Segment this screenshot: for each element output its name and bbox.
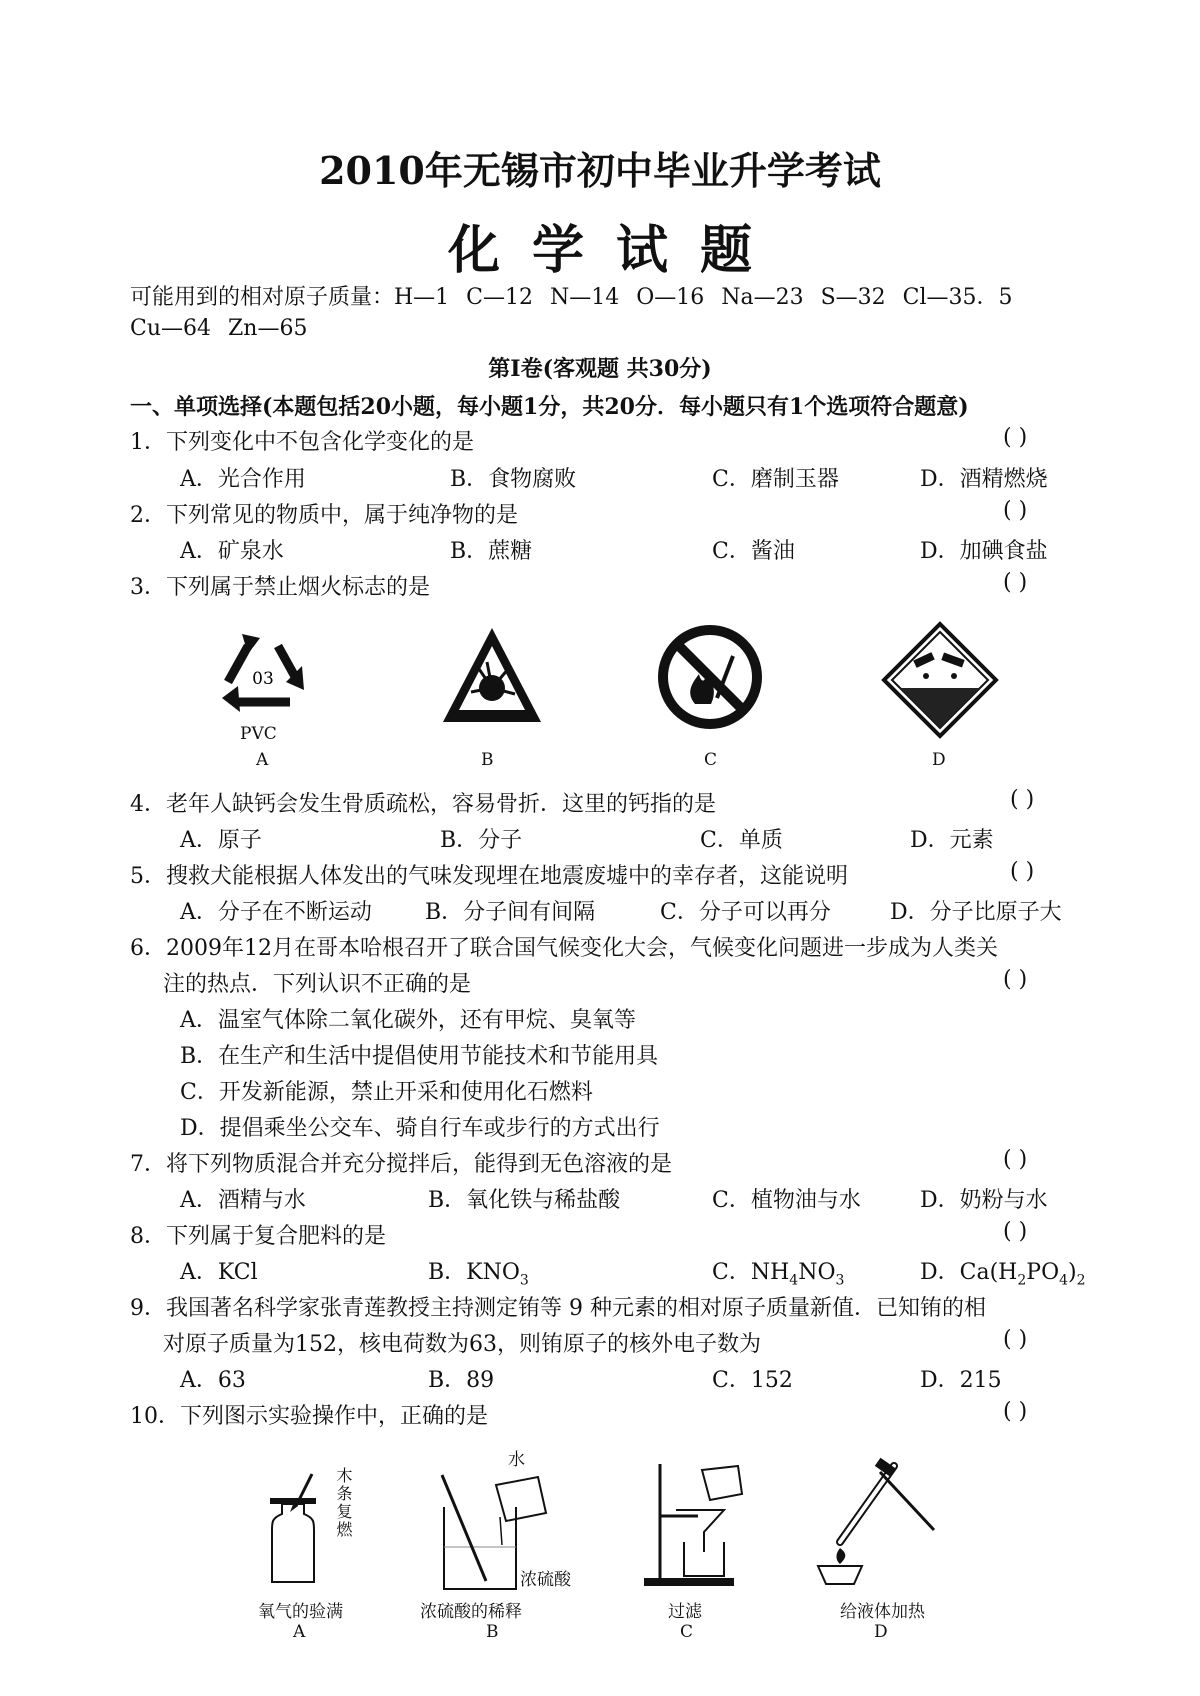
answer-paren-5: ( ) xyxy=(1010,859,1035,884)
question-6-cont: 注的热点．下列认识不正确的是 xyxy=(163,972,472,997)
q6-option-b: B．在生产和生活中提倡使用节能技术和节能用具 xyxy=(180,1044,659,1069)
q4-option-c: C．单质 xyxy=(700,828,783,853)
wood-annotation: 木条复燃 xyxy=(334,1467,353,1539)
question-8 xyxy=(130,1219,386,1250)
question-text: 下列属于禁止烟火标志的是 xyxy=(166,575,431,600)
answer-paren-3: ( ) xyxy=(1003,570,1028,595)
fig10-label-b: B xyxy=(486,1622,499,1642)
question-text: 将下列物质混合并充分搅拌后，能得到无色溶液的是 xyxy=(166,1152,673,1177)
heating-liquid-icon xyxy=(810,1452,950,1592)
fig3-label-d: D xyxy=(932,750,946,770)
question-9 xyxy=(130,1291,986,1322)
question-number: 8． xyxy=(130,1224,166,1249)
q7-option-b: B．氧化铁与稀盐酸 xyxy=(428,1188,621,1213)
q6-option-d: D．提倡乘坐公交车、骑自行车或步行的方式出行 xyxy=(180,1116,660,1141)
q8-option-d: D．$Ca(H_2PO_4)_2$ xyxy=(920,1260,1086,1289)
q5-option-d: D．分子比原子大 xyxy=(890,900,1062,925)
explosive-warning-icon xyxy=(437,622,547,732)
question-3 xyxy=(130,570,430,601)
subject-title: 化学试题 xyxy=(447,220,784,281)
answer-paren-8: ( ) xyxy=(1003,1219,1028,1244)
answer-paren-10: ( ) xyxy=(1003,1399,1028,1424)
question-text: 下列图示实验操作中，正确的是 xyxy=(180,1404,489,1429)
fig10-label-c: C xyxy=(680,1622,694,1642)
q6-option-c: C．开发新能源，禁止开采和使用化石燃料 xyxy=(180,1080,593,1105)
question-text: 下列属于复合肥料的是 xyxy=(166,1224,387,1249)
question-number: 3． xyxy=(130,575,166,600)
question-9-cont: 对原子质量为152，核电荷数为63，则铕原子的核外电子数为 xyxy=(163,1332,761,1357)
fig10-caption-a: 氧气的验满 xyxy=(258,1602,343,1622)
question-10 xyxy=(130,1399,488,1430)
q4-option-b: B．分子 xyxy=(440,828,523,853)
question-4 xyxy=(130,787,716,818)
q7-option-c: C．植物油与水 xyxy=(712,1188,861,1213)
answer-paren-2: ( ) xyxy=(1003,498,1028,523)
q8-option-a: A．KCl xyxy=(180,1260,258,1285)
q2-option-c: C．酱油 xyxy=(712,539,795,564)
q5-option-a: A．分子在不断运动 xyxy=(180,900,372,925)
fig10-caption-c: 过滤 xyxy=(668,1602,702,1622)
exam-title: 2010年无锡市初中毕业升学考试 xyxy=(319,148,881,193)
fig3-label-b: B xyxy=(481,750,494,770)
q1-option-b: B．食物腐败 xyxy=(450,467,577,492)
question-text: 2009年12月在哥本哈根召开了联合国气候变化大会，气候变化问题进一步成为人类关 xyxy=(166,936,998,961)
question-text: 下列常见的物质中，属于纯净物的是 xyxy=(166,503,519,528)
q9-option-b: B．89 xyxy=(428,1368,495,1393)
q6-option-a: A．温室气体除二氧化碳外，还有甲烷、臭氧等 xyxy=(180,1008,636,1033)
q7-option-d: D．奶粉与水 xyxy=(920,1188,1048,1213)
corrosive-warning-icon xyxy=(880,620,1000,740)
filtration-setup-icon xyxy=(640,1460,750,1590)
q5-option-b: B．分子间有间隔 xyxy=(425,900,596,925)
q5-option-c: C．分子可以再分 xyxy=(660,900,831,925)
q2-option-a: A．矿泉水 xyxy=(180,539,284,564)
fig3-label-c: C xyxy=(704,750,718,770)
question-2 xyxy=(130,498,518,529)
answer-paren-1: ( ) xyxy=(1003,425,1028,450)
pvc-label: PVC xyxy=(240,724,277,744)
acid-annotation: 浓硫酸 xyxy=(520,1570,571,1590)
q9-option-a: A．63 xyxy=(180,1368,246,1393)
gas-bottle-icon xyxy=(268,1470,338,1590)
q2-option-d: D．加碘食盐 xyxy=(920,539,1048,564)
fig3-label-a: A xyxy=(256,750,269,770)
q9-option-c: C．152 xyxy=(712,1368,793,1393)
answer-paren-9: ( ) xyxy=(1003,1327,1028,1352)
fig10-caption-b: 浓硫酸的稀释 xyxy=(420,1602,522,1622)
fig10-label-d: D xyxy=(874,1622,888,1642)
q8-option-c: C．$NH_4NO_3$ xyxy=(712,1260,845,1289)
q4-option-d: D．元素 xyxy=(910,828,994,853)
question-number: 4． xyxy=(130,792,166,817)
question-number: 6． xyxy=(130,936,166,961)
section-title: 一、单项选择(本题包括20小题，每小题1分，共20分．每小题只有1个选项符合题意) xyxy=(130,394,969,420)
question-number: 5． xyxy=(130,864,166,889)
recycling-pvc-icon xyxy=(208,620,318,730)
q4-option-a: A．原子 xyxy=(180,828,262,853)
question-text: 我国著名科学家张青莲教授主持测定铕等 9 种元素的相对原子质量新值．已知铕的相 xyxy=(166,1296,986,1321)
question-text: 搜救犬能根据人体发出的气味发现埋在地震废墟中的幸存者，这能说明 xyxy=(166,864,849,889)
question-number: 10． xyxy=(130,1404,180,1429)
q1-option-a: A．光合作用 xyxy=(180,467,306,492)
q9-option-d: D．215 xyxy=(920,1368,1002,1393)
answer-paren-7: ( ) xyxy=(1003,1147,1028,1172)
question-1 xyxy=(130,425,474,456)
question-number: 7． xyxy=(130,1152,166,1177)
answer-paren-6: ( ) xyxy=(1003,967,1028,992)
atomic-masses-line2: Cu—64 Zn—65 xyxy=(130,316,308,341)
q8-option-b: B．$KNO_3$ xyxy=(428,1260,529,1289)
question-text: 下列变化中不包含化学变化的是 xyxy=(166,430,475,455)
answer-paren-4: ( ) xyxy=(1010,787,1035,812)
question-6 xyxy=(130,931,998,962)
volume-title: 第Ⅰ卷(客观题 共30分) xyxy=(488,356,712,382)
q1-option-d: D．酒精燃烧 xyxy=(920,467,1048,492)
question-number: 9． xyxy=(130,1296,166,1321)
q1-option-c: C．磨制玉器 xyxy=(712,467,839,492)
question-number: 1． xyxy=(130,430,166,455)
no-fire-icon xyxy=(655,622,765,732)
question-text: 老年人缺钙会发生骨质疏松，容易骨折．这里的钙指的是 xyxy=(166,792,717,817)
atomic-masses-line1: 可能用到的相对原子质量：H—1 C—12 N—14 O—16 Na—23 S—32 Cl—35．5 xyxy=(130,285,1013,310)
question-7 xyxy=(130,1147,672,1178)
water-annotation: 水 xyxy=(508,1450,525,1470)
q7-option-a: A．酒精与水 xyxy=(180,1188,306,1213)
fig10-caption-d: 给液体加热 xyxy=(840,1602,925,1622)
question-number: 2． xyxy=(130,503,166,528)
fig10-label-a: A xyxy=(293,1622,306,1642)
q2-option-b: B．蔗糖 xyxy=(450,539,533,564)
pvc-code: 03 xyxy=(252,669,274,689)
question-5 xyxy=(130,859,848,890)
